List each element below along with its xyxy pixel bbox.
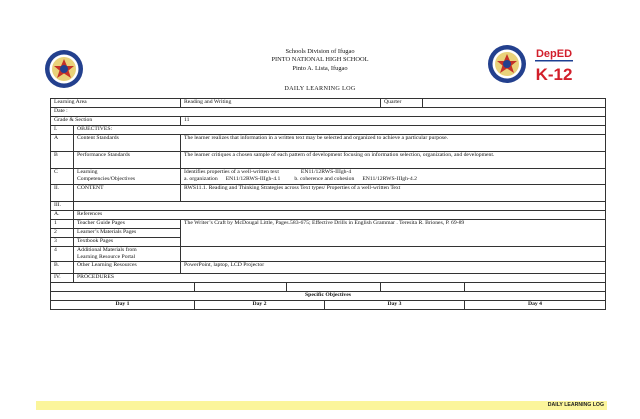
empty-cell (465, 283, 606, 292)
quarter-value (423, 99, 606, 108)
competency-line (184, 169, 602, 176)
daily-learning-log-table (50, 98, 606, 310)
performance-standards-label: Performance Standards (74, 152, 181, 169)
additional-materials-line: Learning Resource Portal (77, 253, 136, 260)
deped-k12-logo-icon (532, 44, 576, 88)
row-number: 4 (51, 246, 74, 262)
row-number: 3 (51, 237, 74, 246)
grade-section-label: Grade & Section (51, 117, 181, 126)
empty-cell (51, 283, 195, 292)
other-resources-label: Other Learning Resources (74, 262, 181, 274)
day-column-header: Day 1 (51, 301, 195, 310)
empty-cell (195, 283, 287, 292)
additional-materials-label (74, 246, 181, 262)
row-number: III. (51, 201, 74, 210)
table-row (51, 108, 606, 117)
other-resources-text: PowerPoint, laptop, LCD Projector (181, 262, 606, 274)
competencies-label (74, 169, 181, 185)
table-row (51, 274, 606, 283)
competency-code: EN11/12RWS-IIIgh-4.1 (225, 176, 281, 183)
content-standards-label: Content Standards (74, 135, 181, 152)
competency-text: Identifies properties of a well-written text (184, 169, 279, 175)
table-row (51, 99, 606, 108)
teacher-guide-text: The Writer’s Craft by McDougal Little, Pages.583-675; Effective Drills in English Grammar . Teresita R. Briones, P. 69-89 (181, 219, 606, 246)
quarter-label: Quarter (381, 99, 423, 108)
table-row (51, 117, 606, 126)
table-row (51, 219, 606, 228)
row-number: C (51, 169, 74, 185)
deped-brand-text: DepED (535, 48, 573, 60)
references-label: References (74, 210, 606, 219)
content-standards-text: The learner realizes that information in a written text may be selected and organized to achieve a particular purpose. (181, 135, 606, 152)
objectives-heading: OBJECTIVES: (74, 126, 606, 135)
table-row (51, 246, 606, 262)
textbook-label: Textbook Pages (74, 237, 181, 246)
deped-seal-right-icon (487, 44, 527, 84)
row-number: 1 (51, 219, 74, 228)
school-address: Pinto A. Lista, Ifugao (292, 64, 348, 72)
learning-area-label: Learning Area (51, 99, 181, 108)
empty-cell (181, 246, 606, 262)
competency-code: EN11/12RWS-IIIgh-4 (300, 169, 352, 175)
table-row (51, 126, 606, 135)
footer-bar (36, 401, 607, 410)
competency-text: b. coherence and cohesion (294, 176, 355, 183)
competencies-label-line: Competencies/Objectives (77, 176, 136, 183)
footer-label: DAILY LEARNING LOG (547, 402, 604, 408)
table-row (51, 210, 606, 219)
content-text: RWS11.1. Reading and Thinking Strategies across Text types/ Properties of a well-written Text (181, 184, 606, 201)
competency-text: a. organization (184, 176, 218, 183)
school-name: PINTO NATIONAL HIGH SCHOOL (271, 56, 369, 64)
competency-code: EN11/12RWS-IIIgh-4.2 (362, 176, 417, 183)
row-number: IV. (51, 274, 74, 283)
performance-standards-text: The learner critiques a chosen sample of each pattern of development focusing on information selection, organization, and development. (181, 152, 606, 169)
competencies-label-line: Learning (77, 169, 98, 175)
row-number: B (51, 152, 74, 169)
row-number: A (51, 135, 74, 152)
row-number: 2 (51, 228, 74, 237)
learning-area-value: Reading and Writing (181, 99, 381, 108)
row-number: II. (51, 184, 74, 201)
competency-line (184, 176, 602, 183)
table-row (51, 292, 606, 301)
day-column-header: Day 4 (465, 301, 606, 310)
table-row (51, 283, 606, 292)
additional-materials-line: Additional Materials from (77, 246, 137, 253)
day-column-header: Day 3 (325, 301, 465, 310)
table-row (51, 184, 606, 201)
table-row (51, 152, 606, 169)
page-title: DAILY LEARNING LOG (284, 85, 356, 92)
row-number: I. (51, 126, 74, 135)
procedures-heading: PROCEDURES (74, 274, 606, 283)
empty-cell (381, 283, 465, 292)
empty-cell (287, 283, 381, 292)
content-label: CONTENT (74, 184, 181, 201)
grade-section-value: 11 (181, 117, 606, 126)
learners-materials-label: Learner’s Materials Pages (74, 228, 181, 237)
row-number: A. (51, 210, 74, 219)
day-column-header: Day 2 (195, 301, 325, 310)
table-row (51, 169, 606, 185)
table-row (51, 301, 606, 310)
competencies-text (181, 169, 606, 185)
table-row (51, 135, 606, 152)
k12-text: K-12 (535, 65, 573, 84)
table-row (51, 201, 606, 210)
teacher-guide-label: Teacher Guide Pages (74, 219, 181, 228)
row-number: B. (51, 262, 74, 274)
date-label: Date : (51, 108, 606, 117)
empty-cell (74, 201, 606, 210)
table-row (51, 262, 606, 274)
division-name: Schools Division of Ifugao (285, 48, 355, 55)
specific-objectives-heading: Specific Objectives (51, 292, 606, 301)
